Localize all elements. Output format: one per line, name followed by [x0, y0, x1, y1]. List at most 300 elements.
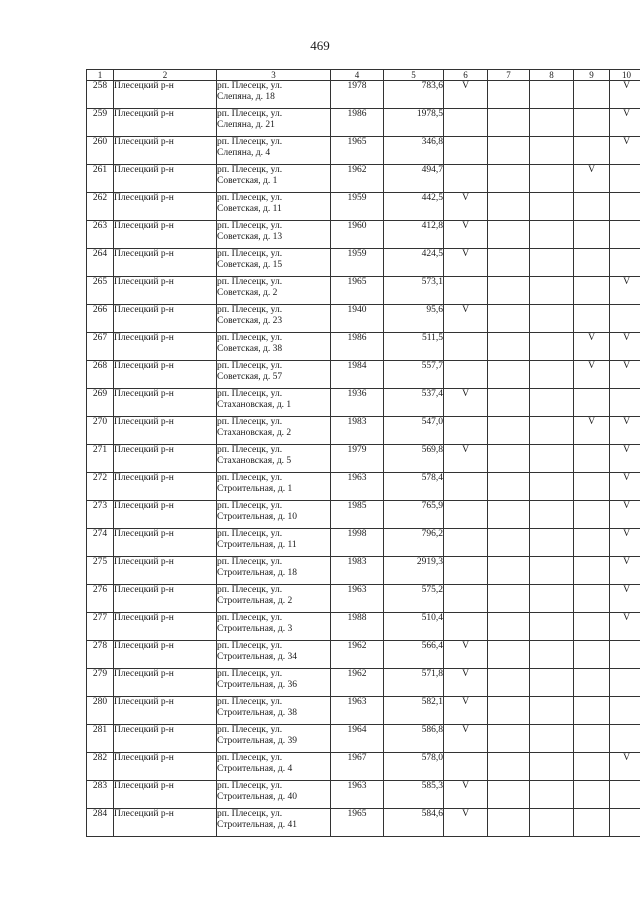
- mark-cell-10: V: [610, 277, 640, 305]
- table-row: [87, 333, 640, 361]
- mark-cell-10: V: [610, 109, 640, 137]
- address-line: Советская, д. 13: [217, 232, 283, 242]
- table-row: [87, 305, 640, 333]
- area-cell: 346,8: [384, 137, 444, 165]
- mark-cell-7: [488, 473, 530, 501]
- address-line: рп. Плесецк, ул.: [217, 333, 283, 343]
- address-cell: [217, 501, 331, 529]
- address-cell: [217, 193, 331, 221]
- mark-cell-9: [574, 501, 610, 529]
- mark-cell-10: [610, 725, 640, 753]
- row-number-cell: 271: [87, 445, 114, 473]
- district-cell: Плесецкий р-н: [114, 137, 217, 165]
- mark-cell-9: [574, 697, 610, 725]
- mark-cell-7: [488, 669, 530, 697]
- mark-cell-6: V: [444, 809, 488, 837]
- address-line: рп. Плесецк, ул.: [217, 613, 283, 623]
- mark-cell-8: [530, 473, 574, 501]
- table-body: [87, 81, 640, 837]
- mark-cell-6: [444, 529, 488, 557]
- mark-cell-10: V: [610, 529, 640, 557]
- table-row: [87, 529, 640, 557]
- mark-cell-9: [574, 109, 610, 137]
- mark-cell-10: [610, 809, 640, 837]
- mark-cell-9: V: [574, 165, 610, 193]
- area-cell: 569,8: [384, 445, 444, 473]
- address-cell: [217, 473, 331, 501]
- mark-cell-9: [574, 305, 610, 333]
- mark-cell-8: [530, 193, 574, 221]
- year-cell: 1962: [331, 641, 384, 669]
- row-number-cell: 284: [87, 809, 114, 837]
- district-cell: Плесецкий р-н: [114, 753, 217, 781]
- address-line: Строительная, д. 3: [217, 624, 293, 634]
- address-cell: [217, 277, 331, 305]
- table-row: [87, 109, 640, 137]
- column-header: 1: [87, 70, 114, 81]
- table-row: [87, 753, 640, 781]
- row-number-cell: 281: [87, 725, 114, 753]
- address-line: рп. Плесецк, ул.: [217, 445, 283, 455]
- address-line: Советская, д. 1: [217, 176, 278, 186]
- mark-cell-6: [444, 165, 488, 193]
- column-header: 10: [610, 70, 640, 81]
- address-cell: [217, 81, 331, 109]
- district-cell: Плесецкий р-н: [114, 249, 217, 277]
- table-row: [87, 221, 640, 249]
- mark-cell-9: [574, 753, 610, 781]
- year-cell: 1998: [331, 529, 384, 557]
- year-cell: 1986: [331, 333, 384, 361]
- address-line: рп. Плесецк, ул.: [217, 109, 283, 119]
- address-line: Строительная, д. 11: [217, 540, 297, 550]
- mark-cell-9: [574, 781, 610, 809]
- row-number-cell: 264: [87, 249, 114, 277]
- column-header: 7: [488, 70, 530, 81]
- mark-cell-6: V: [444, 697, 488, 725]
- mark-cell-9: V: [574, 361, 610, 389]
- mark-cell-10: [610, 249, 640, 277]
- mark-cell-7: [488, 81, 530, 109]
- mark-cell-7: [488, 809, 530, 837]
- mark-cell-8: [530, 781, 574, 809]
- mark-cell-6: V: [444, 725, 488, 753]
- row-number-cell: 270: [87, 417, 114, 445]
- address-cell: [217, 557, 331, 585]
- row-number-cell: 279: [87, 669, 114, 697]
- mark-cell-9: [574, 193, 610, 221]
- mark-cell-8: [530, 809, 574, 837]
- row-number-cell: 276: [87, 585, 114, 613]
- address-line: Слепяна, д. 18: [217, 92, 275, 102]
- mark-cell-10: [610, 193, 640, 221]
- year-cell: 1988: [331, 613, 384, 641]
- address-cell: [217, 669, 331, 697]
- mark-cell-7: [488, 389, 530, 417]
- row-number-cell: 278: [87, 641, 114, 669]
- address-cell: [217, 529, 331, 557]
- row-number-cell: 258: [87, 81, 114, 109]
- row-number-cell: 274: [87, 529, 114, 557]
- district-cell: Плесецкий р-н: [114, 501, 217, 529]
- area-cell: 765,9: [384, 501, 444, 529]
- mark-cell-8: [530, 277, 574, 305]
- address-line: Строительная, д. 38: [217, 708, 298, 718]
- area-cell: 783,6: [384, 81, 444, 109]
- address-cell: [217, 109, 331, 137]
- district-cell: Плесецкий р-н: [114, 697, 217, 725]
- address-line: рп. Плесецк, ул.: [217, 585, 283, 595]
- address-line: Стахановская, д. 5: [217, 456, 292, 466]
- mark-cell-9: [574, 473, 610, 501]
- mark-cell-10: V: [610, 137, 640, 165]
- table-row: [87, 193, 640, 221]
- mark-cell-9: [574, 81, 610, 109]
- row-number-cell: 263: [87, 221, 114, 249]
- address-cell: [217, 613, 331, 641]
- address-cell: [217, 641, 331, 669]
- area-cell: 585,3: [384, 781, 444, 809]
- area-cell: 557,7: [384, 361, 444, 389]
- area-cell: 494,7: [384, 165, 444, 193]
- mark-cell-9: [574, 445, 610, 473]
- address-line: Строительная, д. 36: [217, 680, 298, 690]
- mark-cell-10: [610, 781, 640, 809]
- address-line: рп. Плесецк, ул.: [217, 669, 283, 679]
- mark-cell-7: [488, 417, 530, 445]
- mark-cell-6: V: [444, 389, 488, 417]
- address-line: Строительная, д. 18: [217, 568, 298, 578]
- year-cell: 1963: [331, 697, 384, 725]
- mark-cell-8: [530, 697, 574, 725]
- mark-cell-10: V: [610, 473, 640, 501]
- mark-cell-10: V: [610, 445, 640, 473]
- row-number-cell: 268: [87, 361, 114, 389]
- mark-cell-9: [574, 725, 610, 753]
- column-header: 8: [530, 70, 574, 81]
- address-line: Строительная, д. 34: [217, 652, 298, 662]
- table-row: [87, 361, 640, 389]
- mark-cell-6: [444, 137, 488, 165]
- mark-cell-7: [488, 781, 530, 809]
- year-cell: 1978: [331, 81, 384, 109]
- address-line: Строительная, д. 40: [217, 792, 298, 802]
- address-cell: [217, 249, 331, 277]
- row-number-cell: 283: [87, 781, 114, 809]
- column-header: 2: [114, 70, 217, 81]
- mark-cell-8: [530, 333, 574, 361]
- district-cell: Плесецкий р-н: [114, 585, 217, 613]
- mark-cell-9: [574, 277, 610, 305]
- table-row: [87, 781, 640, 809]
- district-cell: Плесецкий р-н: [114, 305, 217, 333]
- mark-cell-8: [530, 557, 574, 585]
- mark-cell-10: [610, 389, 640, 417]
- mark-cell-6: V: [444, 781, 488, 809]
- district-cell: Плесецкий р-н: [114, 81, 217, 109]
- address-line: рп. Плесецк, ул.: [217, 277, 283, 287]
- mark-cell-7: [488, 725, 530, 753]
- row-number-cell: 273: [87, 501, 114, 529]
- area-cell: 582,1: [384, 697, 444, 725]
- table-row: [87, 641, 640, 669]
- address-line: рп. Плесецк, ул.: [217, 417, 283, 427]
- year-cell: 1986: [331, 109, 384, 137]
- mark-cell-6: V: [444, 249, 488, 277]
- mark-cell-6: V: [444, 81, 488, 109]
- district-cell: Плесецкий р-н: [114, 557, 217, 585]
- mark-cell-6: V: [444, 445, 488, 473]
- mark-cell-6: V: [444, 669, 488, 697]
- table-row: [87, 389, 640, 417]
- area-cell: 566,4: [384, 641, 444, 669]
- row-number-cell: 259: [87, 109, 114, 137]
- district-cell: Плесецкий р-н: [114, 613, 217, 641]
- address-line: рп. Плесецк, ул.: [217, 137, 283, 147]
- mark-cell-10: V: [610, 361, 640, 389]
- district-cell: Плесецкий р-н: [114, 473, 217, 501]
- district-cell: Плесецкий р-н: [114, 445, 217, 473]
- address-line: рп. Плесецк, ул.: [217, 193, 283, 203]
- area-cell: 424,5: [384, 249, 444, 277]
- table-row: [87, 501, 640, 529]
- mark-cell-8: [530, 641, 574, 669]
- building-registry-table: [86, 69, 640, 837]
- area-cell: 412,8: [384, 221, 444, 249]
- mark-cell-8: [530, 753, 574, 781]
- address-cell: [217, 445, 331, 473]
- mark-cell-8: [530, 305, 574, 333]
- table-row: [87, 249, 640, 277]
- address-line: рп. Плесецк, ул.: [217, 501, 283, 511]
- address-cell: [217, 781, 331, 809]
- area-cell: 578,0: [384, 753, 444, 781]
- mark-cell-6: V: [444, 221, 488, 249]
- mark-cell-7: [488, 697, 530, 725]
- table-row: [87, 417, 640, 445]
- mark-cell-10: [610, 697, 640, 725]
- mark-cell-7: [488, 361, 530, 389]
- table-row: [87, 613, 640, 641]
- table-row: [87, 809, 640, 837]
- address-cell: [217, 809, 331, 837]
- mark-cell-7: [488, 305, 530, 333]
- row-number-cell: 266: [87, 305, 114, 333]
- mark-cell-6: [444, 417, 488, 445]
- address-cell: [217, 389, 331, 417]
- mark-cell-6: [444, 613, 488, 641]
- address-line: рп. Плесецк, ул.: [217, 809, 283, 819]
- column-header: 5: [384, 70, 444, 81]
- mark-cell-10: [610, 305, 640, 333]
- mark-cell-7: [488, 109, 530, 137]
- mark-cell-6: [444, 333, 488, 361]
- mark-cell-7: [488, 641, 530, 669]
- address-cell: [217, 361, 331, 389]
- table-row: [87, 277, 640, 305]
- address-line: рп. Плесецк, ул.: [217, 781, 283, 791]
- address-line: Строительная, д. 4: [217, 764, 293, 774]
- mark-cell-10: V: [610, 333, 640, 361]
- mark-cell-10: V: [610, 501, 640, 529]
- mark-cell-8: [530, 417, 574, 445]
- address-cell: [217, 137, 331, 165]
- mark-cell-9: [574, 529, 610, 557]
- row-number-cell: 280: [87, 697, 114, 725]
- mark-cell-10: V: [610, 557, 640, 585]
- address-line: рп. Плесецк, ул.: [217, 165, 283, 175]
- address-line: рп. Плесецк, ул.: [217, 305, 283, 315]
- area-cell: 442,5: [384, 193, 444, 221]
- table-row: [87, 165, 640, 193]
- mark-cell-8: [530, 109, 574, 137]
- address-line: Строительная, д. 41: [217, 820, 298, 830]
- mark-cell-9: [574, 669, 610, 697]
- district-cell: Плесецкий р-н: [114, 109, 217, 137]
- mark-cell-9: [574, 221, 610, 249]
- table-row: [87, 557, 640, 585]
- row-number-cell: 260: [87, 137, 114, 165]
- mark-cell-6: [444, 557, 488, 585]
- mark-cell-10: V: [610, 585, 640, 613]
- address-cell: [217, 305, 331, 333]
- mark-cell-8: [530, 249, 574, 277]
- mark-cell-8: [530, 613, 574, 641]
- row-number-cell: 262: [87, 193, 114, 221]
- address-line: Слепяна, д. 4: [217, 148, 271, 158]
- address-line: Стахановская, д. 2: [217, 428, 292, 438]
- mark-cell-7: [488, 557, 530, 585]
- row-number-cell: 275: [87, 557, 114, 585]
- mark-cell-8: [530, 501, 574, 529]
- mark-cell-8: [530, 361, 574, 389]
- year-cell: 1983: [331, 557, 384, 585]
- area-cell: 511,5: [384, 333, 444, 361]
- address-line: Стахановская, д. 1: [217, 400, 292, 410]
- area-cell: 95,6: [384, 305, 444, 333]
- table-row: [87, 585, 640, 613]
- address-line: рп. Плесецк, ул.: [217, 697, 283, 707]
- year-cell: 1964: [331, 725, 384, 753]
- mark-cell-7: [488, 501, 530, 529]
- mark-cell-8: [530, 165, 574, 193]
- mark-cell-7: [488, 333, 530, 361]
- mark-cell-7: [488, 277, 530, 305]
- address-line: рп. Плесецк, ул.: [217, 529, 283, 539]
- year-cell: 1963: [331, 585, 384, 613]
- table-row: [87, 725, 640, 753]
- address-cell: [217, 585, 331, 613]
- mark-cell-8: [530, 585, 574, 613]
- table-row: [87, 81, 640, 109]
- mark-cell-9: [574, 641, 610, 669]
- mark-cell-7: [488, 613, 530, 641]
- mark-cell-7: [488, 221, 530, 249]
- mark-cell-7: [488, 529, 530, 557]
- row-number-cell: 269: [87, 389, 114, 417]
- address-cell: [217, 753, 331, 781]
- district-cell: Плесецкий р-н: [114, 221, 217, 249]
- mark-cell-7: [488, 445, 530, 473]
- year-cell: 1959: [331, 193, 384, 221]
- mark-cell-8: [530, 221, 574, 249]
- year-cell: 1967: [331, 753, 384, 781]
- mark-cell-9: [574, 137, 610, 165]
- mark-cell-7: [488, 585, 530, 613]
- address-line: рп. Плесецк, ул.: [217, 249, 283, 259]
- year-cell: 1965: [331, 809, 384, 837]
- mark-cell-9: [574, 585, 610, 613]
- mark-cell-8: [530, 137, 574, 165]
- address-line: рп. Плесецк, ул.: [217, 473, 283, 483]
- year-cell: 1940: [331, 305, 384, 333]
- district-cell: Плесецкий р-н: [114, 417, 217, 445]
- year-cell: 1962: [331, 669, 384, 697]
- address-line: рп. Плесецк, ул.: [217, 81, 283, 91]
- table-row: [87, 445, 640, 473]
- area-cell: 586,8: [384, 725, 444, 753]
- area-cell: 1978,5: [384, 109, 444, 137]
- address-line: рп. Плесецк, ул.: [217, 361, 283, 371]
- mark-cell-6: [444, 361, 488, 389]
- address-line: Советская, д. 11: [217, 204, 282, 214]
- address-line: рп. Плесецк, ул.: [217, 725, 283, 735]
- area-cell: 575,2: [384, 585, 444, 613]
- address-line: Слепяна, д. 21: [217, 120, 275, 130]
- column-header: 9: [574, 70, 610, 81]
- column-header: 6: [444, 70, 488, 81]
- area-cell: 2919,3: [384, 557, 444, 585]
- year-cell: 1984: [331, 361, 384, 389]
- mark-cell-7: [488, 753, 530, 781]
- page-number: 469: [310, 38, 330, 53]
- mark-cell-6: [444, 473, 488, 501]
- mark-cell-10: V: [610, 613, 640, 641]
- mark-cell-9: [574, 809, 610, 837]
- mark-cell-10: [610, 641, 640, 669]
- address-line: рп. Плесецк, ул.: [217, 221, 283, 231]
- address-line: Советская, д. 38: [217, 344, 283, 354]
- district-cell: Плесецкий р-н: [114, 361, 217, 389]
- row-number-cell: 272: [87, 473, 114, 501]
- mark-cell-6: V: [444, 305, 488, 333]
- mark-cell-9: [574, 389, 610, 417]
- column-number-header-row: [87, 70, 640, 81]
- mark-cell-7: [488, 165, 530, 193]
- year-cell: 1959: [331, 249, 384, 277]
- address-cell: [217, 165, 331, 193]
- row-number-cell: 282: [87, 753, 114, 781]
- year-cell: 1960: [331, 221, 384, 249]
- district-cell: Плесецкий р-н: [114, 165, 217, 193]
- column-header: 3: [217, 70, 331, 81]
- district-cell: Плесецкий р-н: [114, 725, 217, 753]
- address-line: Строительная, д. 39: [217, 736, 298, 746]
- address-line: рп. Плесецк, ул.: [217, 753, 283, 763]
- district-cell: Плесецкий р-н: [114, 193, 217, 221]
- mark-cell-10: V: [610, 417, 640, 445]
- mark-cell-6: [444, 585, 488, 613]
- district-cell: Плесецкий р-н: [114, 781, 217, 809]
- mark-cell-9: V: [574, 333, 610, 361]
- mark-cell-6: [444, 501, 488, 529]
- table-row: [87, 697, 640, 725]
- mark-cell-8: [530, 445, 574, 473]
- address-line: Советская, д. 23: [217, 316, 283, 326]
- mark-cell-9: [574, 249, 610, 277]
- district-cell: Плесецкий р-н: [114, 641, 217, 669]
- mark-cell-9: [574, 613, 610, 641]
